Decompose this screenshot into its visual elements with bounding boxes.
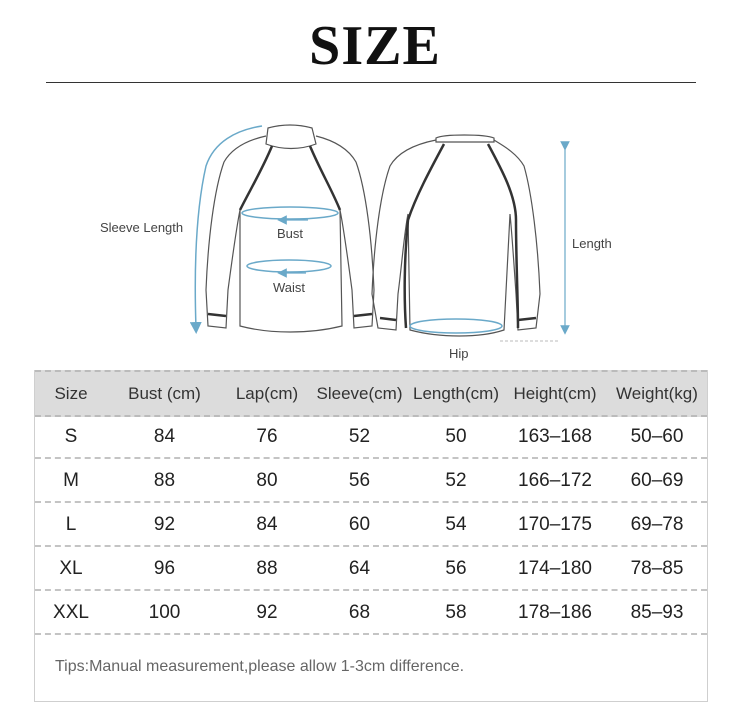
cell-sleeve: 60	[348, 514, 371, 535]
cell-height: 163–168	[518, 426, 592, 447]
table-row	[35, 593, 707, 635]
cell-length: 58	[445, 602, 467, 623]
cell-lap: 88	[256, 558, 278, 579]
cell-bust: 92	[153, 514, 176, 535]
measurement-diagram	[0, 100, 750, 370]
header-bust: Bust (cm)	[128, 383, 201, 403]
header-weight: Weight(kg)	[616, 383, 698, 403]
cell-weight: 50–60	[630, 426, 684, 447]
cell-length: 50	[445, 426, 467, 447]
cell-height: 166–172	[518, 470, 592, 491]
cell-weight: 85–93	[630, 602, 684, 623]
cell-lap: 80	[256, 470, 278, 491]
table-row	[35, 461, 707, 503]
hip-label: Hip	[449, 346, 469, 361]
cell-bust: 84	[153, 426, 176, 447]
header-sleeve: Sleeve(cm)	[316, 383, 403, 403]
title-divider	[46, 82, 696, 83]
cell-height: 170–175	[518, 514, 592, 535]
cell-lap: 84	[256, 514, 278, 535]
cell-lap: 76	[256, 426, 278, 447]
cell-weight: 60–69	[630, 470, 684, 491]
table-row	[35, 505, 707, 547]
cell-bust: 88	[153, 470, 176, 491]
cell-weight: 78–85	[630, 558, 684, 579]
cell-sleeve: 64	[348, 558, 371, 579]
page-title: SIZE	[309, 15, 441, 77]
bust-label: Bust	[277, 226, 304, 241]
cell-size: S	[64, 426, 78, 447]
cell-length: 54	[445, 514, 467, 535]
size-table	[34, 370, 708, 702]
cell-length: 52	[445, 470, 467, 491]
header-height: Height(cm)	[513, 383, 597, 403]
cell-sleeve: 52	[348, 426, 371, 447]
cell-sleeve: 56	[348, 470, 371, 491]
cell-height: 178–186	[518, 602, 592, 623]
cell-weight: 69–78	[630, 514, 684, 535]
table-row	[35, 549, 707, 591]
shirt-illustration	[0, 100, 750, 370]
cell-length: 56	[445, 558, 467, 579]
cell-lap: 92	[256, 602, 278, 623]
header-length: Length(cm)	[413, 383, 499, 403]
cell-bust: 100	[148, 602, 181, 623]
length-label: Length	[572, 236, 612, 251]
header-size: Size	[54, 383, 88, 403]
cell-size: M	[63, 470, 79, 491]
header-lap: Lap(cm)	[235, 383, 299, 403]
back-shirt-icon	[372, 135, 540, 336]
cell-size: XL	[59, 558, 83, 579]
waist-label: Waist	[273, 280, 306, 295]
sleeve-length-label: Sleeve Length	[100, 220, 184, 235]
cell-size: L	[65, 514, 77, 535]
cell-bust: 96	[153, 558, 176, 579]
cell-height: 174–180	[518, 558, 592, 579]
table-header-row	[35, 370, 707, 417]
cell-size: XXL	[53, 602, 89, 623]
table-row	[35, 417, 707, 459]
cell-sleeve: 68	[348, 602, 371, 623]
tips-note: Tips:Manual measurement,please allow 1-3cm difference.	[55, 658, 465, 675]
